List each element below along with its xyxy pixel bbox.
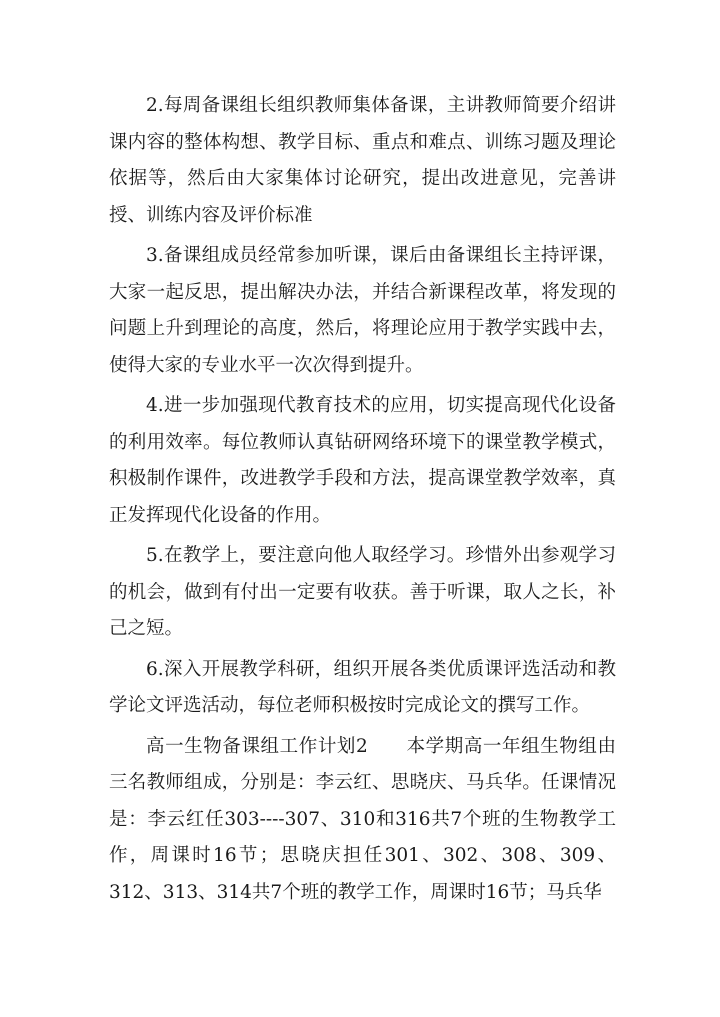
paragraph-plan-2: 高一生物备课组工作计划2 本学期高一年组生物组由三名教师组成，分别是：李云红、思晓庆、马兵华。任课情况是：李云红任303----307、310和316共7个班的生物教学工作，周课时16节；思晓庆担任301、302、308、309、312、313、314共7个班的教学工作，周课时16节；马兵华 [109, 735, 616, 903]
paragraph-item-4: 4.进一步加强现代教育技术的应用，切实提高现代化设备的利用效率。每位教师认真钻研网络环境下的课堂教学模式，积极制作课件，改进教学手段和方法，提高课堂教学效率，真正发挥现代化设备的作用。 [109, 395, 616, 526]
paragraph-item-3: 3.备课组成员经常参加听课，课后由备课组长主持评课，大家一起反思，提出解决办法，并结合新课程改革，将发现的问题上升到理论的高度，然后，将理论应用于教学实践中去，使得大家的专业水平一次次得到提升。 [109, 245, 616, 376]
paragraph-item-6: 6.深入开展教学科研，组织开展各类优质课评选活动和教学论文评选活动，每位老师积极按时完成论文的撰写工作。 [109, 658, 616, 716]
paragraph-item-2: 2.每周备课组长组织教师集体备课，主讲教师简要介绍讲课内容的整体构想、教学目标、重点和难点、训练习题及理论依据等，然后由大家集体讨论研究，提出改进意见，完善讲授、训练内容及评价标准 [109, 95, 616, 226]
document-body [109, 88, 616, 915]
paragraph-item-5: 5.在教学上，要注意向他人取经学习。珍惜外出参观学习的机会，做到有付出一定要有收获。善于听课，取人之长，补己之短。 [109, 545, 616, 639]
